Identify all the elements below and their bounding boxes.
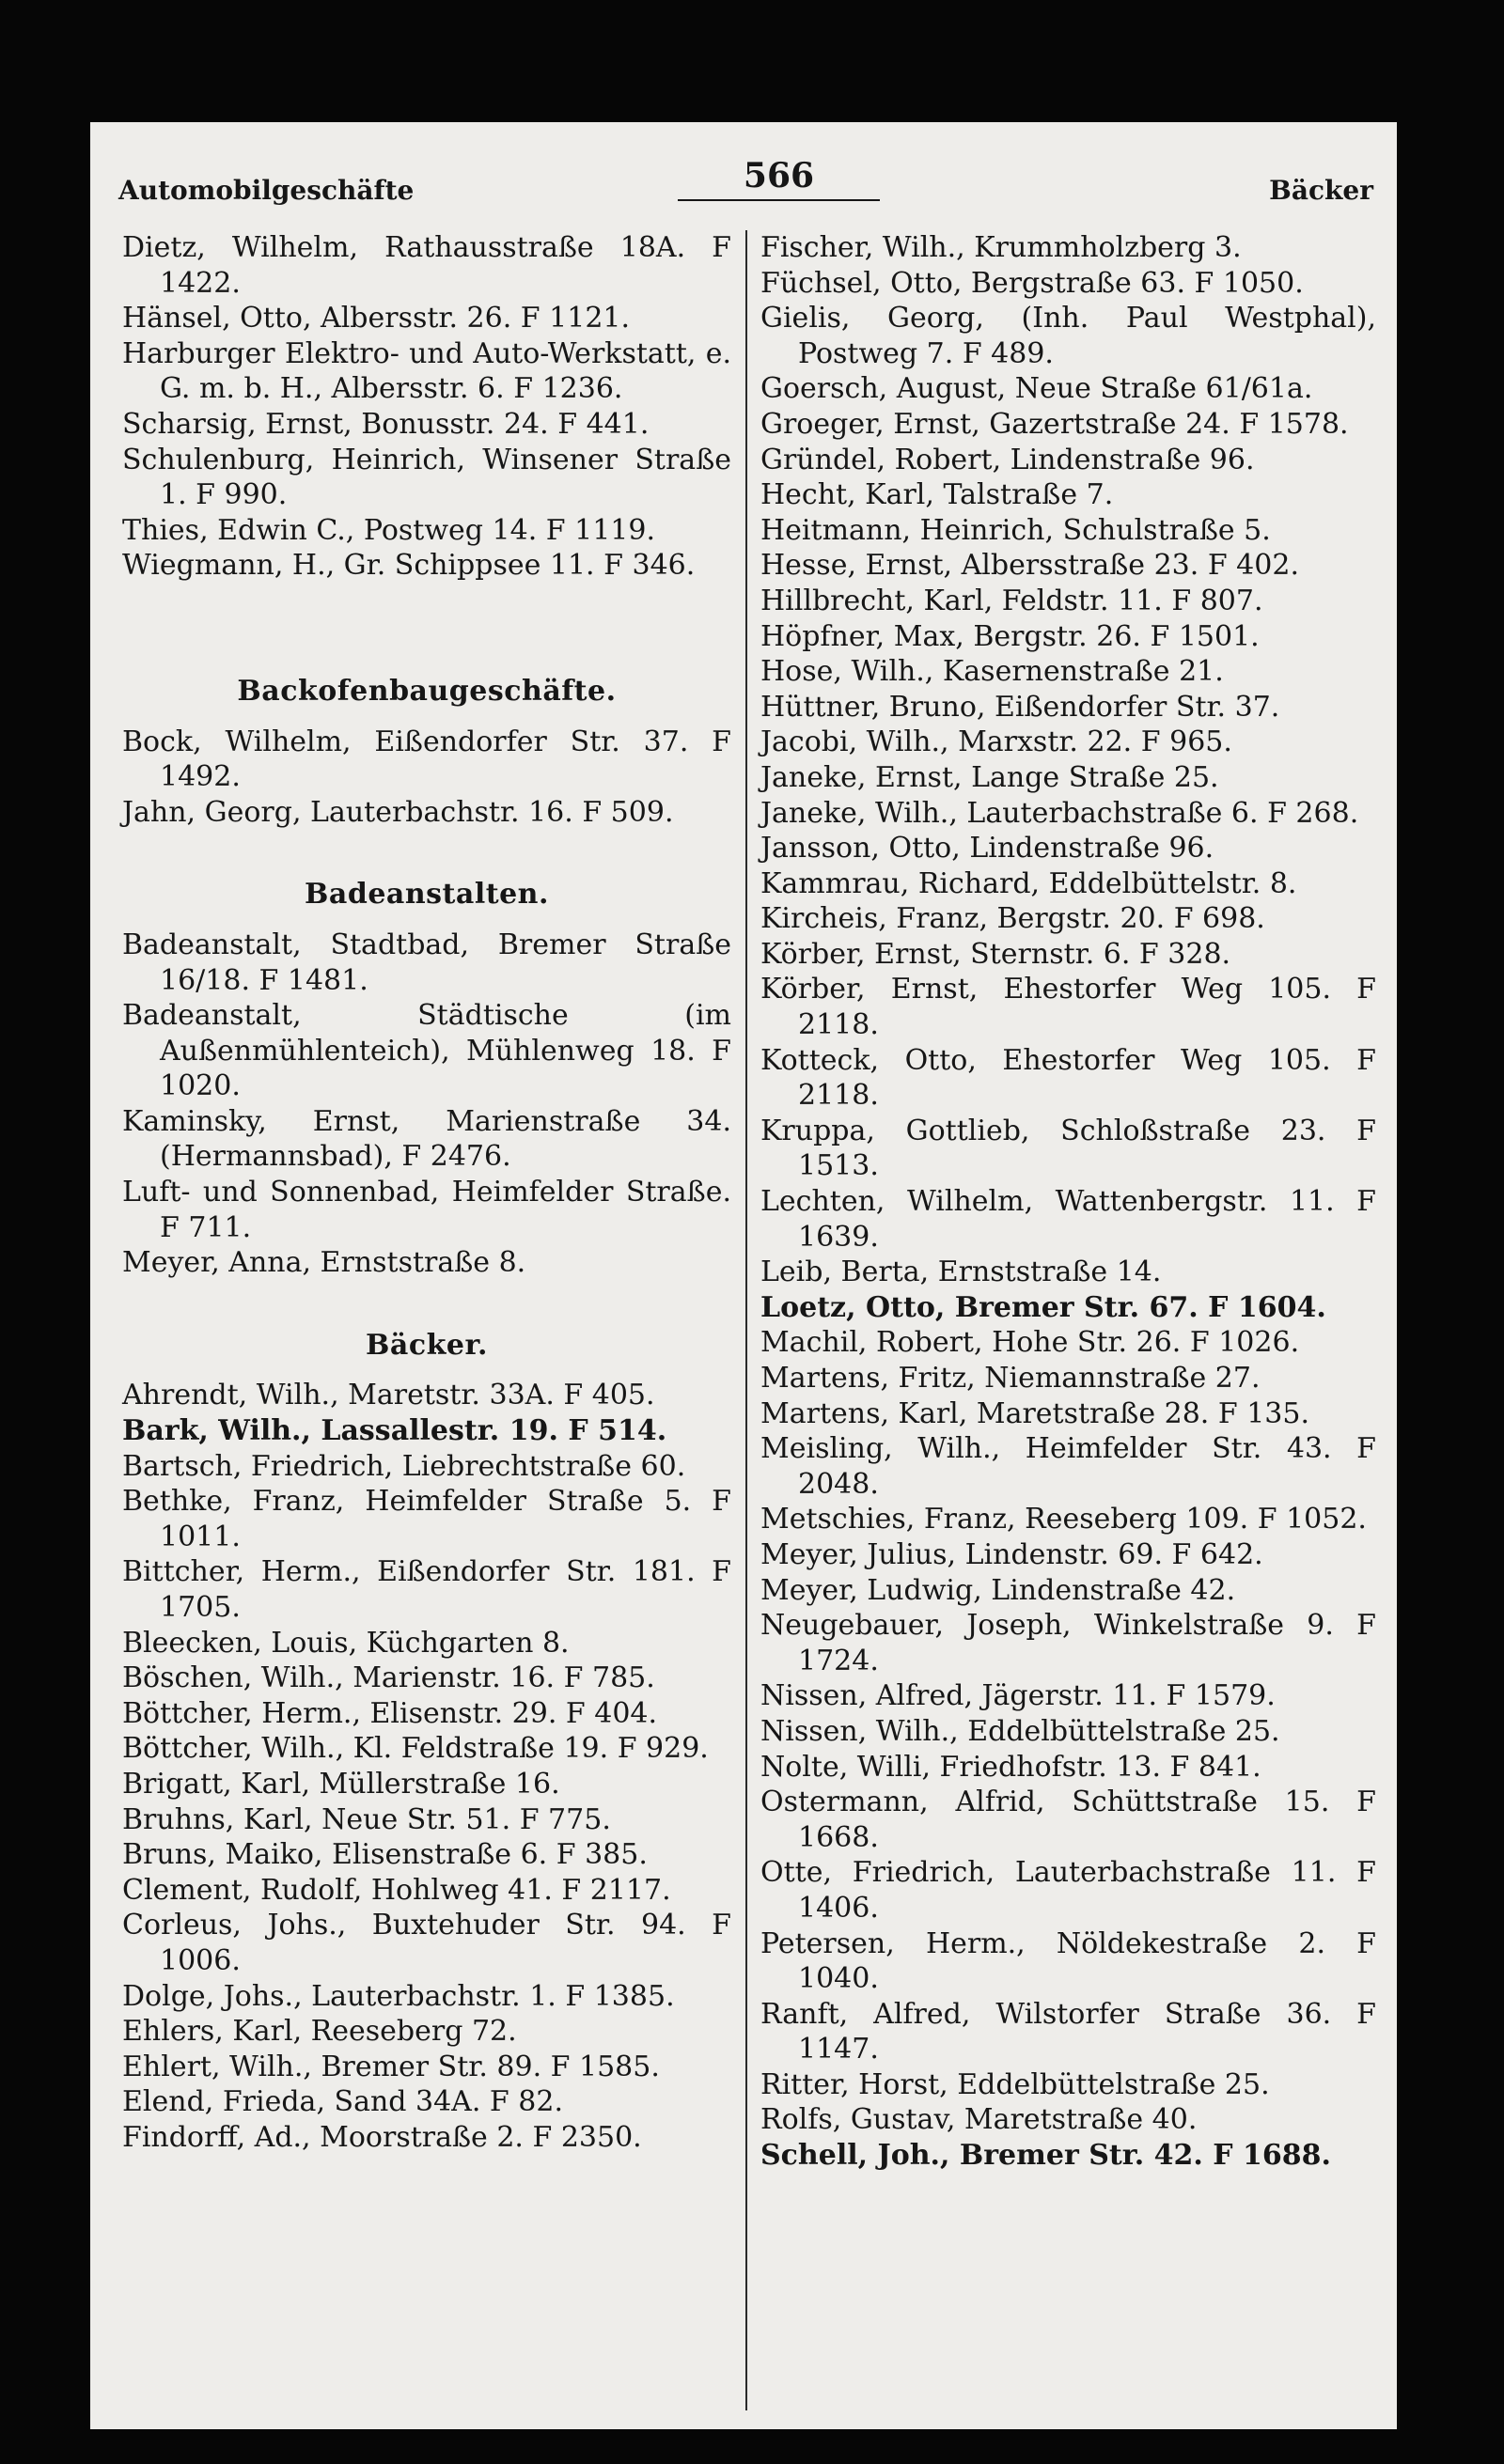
directory-entry: Nolte, Willi, Friedhofstr. 13. F 841. (760, 1750, 1261, 1784)
section-spacer (122, 912, 731, 928)
directory-entry: Ranft, Alfred, Wilstorfer Straße 36. F 1147. (760, 1997, 1376, 2066)
directory-entry: Janeke, Ernst, Lange Straße 25. (760, 760, 1219, 794)
directory-entry: Böttcher, Wilh., Kl. Feldstraße 19. F 929. (122, 1732, 709, 1766)
running-head-right: Bäcker (1269, 175, 1373, 206)
directory-entry: Rolfs, Gustav, Maretstraße 40. (760, 2103, 1198, 2137)
directory-entry: Elend, Frieda, Sand 34A. F 82. (122, 2085, 563, 2119)
directory-entry: Füchsel, Otto, Bergstraße 63. F 1050. (760, 266, 1304, 300)
directory-entry: Findorff, Ad., Moorstraße 2. F 2350. (122, 2120, 642, 2154)
directory-entry: Metschies, Franz, Reeseberg 109. F 1052. (760, 1503, 1367, 1536)
directory-entry: Jahn, Georg, Lauterbachstr. 16. F 509. (122, 795, 674, 829)
directory-entry: Machil, Robert, Hohe Str. 26. F 1026. (760, 1326, 1300, 1360)
directory-entry: Badeanstalt, Stadtbad, Bremer Straße 16/18. F 1481. (122, 928, 731, 997)
directory-entry: Hänsel, Otto, Albersstr. 26. F 1121. (122, 302, 631, 335)
directory-entry: Leib, Berta, Ernststraße 14. (760, 1255, 1162, 1289)
directory-entry: Kammrau, Richard, Eddelbüttelstr. 8. (760, 866, 1297, 900)
running-head-left: Automobilgeschäfte (118, 175, 415, 206)
directory-entry: Groeger, Ernst, Gazertstraße 24. F 1578. (760, 407, 1349, 441)
directory-entry: Martens, Fritz, Niemannstraße 27. (760, 1362, 1261, 1395)
directory-entry: Nissen, Wilh., Eddelbüttelstraße 25. (760, 1714, 1280, 1748)
directory-entry: Bock, Wilhelm, Eißendorfer Str. 37. F 1492. (122, 725, 731, 794)
directory-entry: Höpfner, Max, Bergstr. 26. F 1501. (760, 619, 1260, 653)
directory-entry: Janeke, Wilh., Lauterbachstraße 6. F 268. (760, 796, 1359, 830)
directory-entry: Ritter, Horst, Eddelbüttelstraße 25. (760, 2067, 1270, 2101)
directory-entry: Otte, Friedrich, Lauterbachstraße 11. F 1406. (760, 1856, 1376, 1925)
directory-entry: Meyer, Anna, Ernststraße 8. (122, 1246, 526, 1280)
directory-entry: Lechten, Wilhelm, Wattenbergstr. 11. F 1639. (760, 1185, 1376, 1254)
directory-entry: Kotteck, Otto, Ehestorfer Weg 105. F 2118. (760, 1043, 1376, 1113)
backofen-section (122, 725, 731, 831)
section-spacer (122, 1363, 731, 1378)
directory-entry: Thies, Edwin C., Postweg 14. F 1119. (122, 513, 656, 547)
directory-page (90, 122, 1397, 2429)
directory-entry: Schulenburg, Heinrich, Winsener Straße 1. F 990. (122, 443, 731, 512)
directory-entry: Bruhns, Karl, Neue Str. 51. F 775. (122, 1802, 611, 1836)
directory-entry: Heitmann, Heinrich, Schulstraße 5. (760, 513, 1271, 547)
directory-entry: Badeanstalt, Städtische (im Außenmühlenteich), Mühlenweg 18. F 1020. (122, 999, 731, 1103)
directory-entry: Neugebauer, Joseph, Winkelstraße 9. F 1724. (760, 1609, 1376, 1677)
directory-entry: Martens, Karl, Maretstraße 28. F 135. (760, 1396, 1310, 1430)
directory-entry: Körber, Ernst, Sternstr. 6. F 328. (760, 937, 1231, 971)
directory-entry: Meyer, Ludwig, Lindenstraße 42. (760, 1573, 1236, 1607)
directory-entry: Brigatt, Karl, Müllerstraße 16. (122, 1767, 560, 1801)
directory-entry: Schell, Joh., Bremer Str. 42. F 1688. (760, 2139, 1331, 2173)
directory-entry: Hesse, Ernst, Albersstraße 23. F 402. (760, 549, 1299, 583)
directory-entry: Ahrendt, Wilh., Maretstr. 33A. F 405. (122, 1379, 655, 1412)
running-head (118, 156, 1373, 212)
directory-entry: Hillbrecht, Karl, Feldstr. 11. F 807. (760, 584, 1263, 617)
directory-entry: Meisling, Wilh., Heimfelder Str. 43. F 2048. (760, 1432, 1376, 1501)
directory-entry: Bruns, Maiko, Elisenstraße 6. F 385. (122, 1838, 648, 1872)
section-spacer (122, 1281, 731, 1328)
directory-entry: Bittcher, Herm., Eißendorfer Str. 181. F 1705. (122, 1555, 731, 1624)
directory-entry: Gielis, Georg, (Inh. Paul Westphal), Postweg 7. F 489. (760, 302, 1376, 370)
section-heading-badeanstalten: Badeanstalten. (305, 878, 549, 912)
directory-entry: Petersen, Herm., Nöldekestraße 2. F 1040. (760, 1926, 1376, 1996)
directory-entry: Hose, Wilh., Kasernenstraße 21. (760, 655, 1224, 689)
directory-entry: Bleecken, Louis, Küchgarten 8. (122, 1626, 570, 1660)
directory-entry: Dietz, Wilhelm, Rathausstraße 18A. F 1422. (122, 231, 731, 300)
right-column (760, 230, 1376, 2174)
directory-entry: Hecht, Karl, Talstraße 7. (760, 478, 1114, 512)
directory-entry: Bethke, Franz, Heimfelder Straße 5. F 1011. (122, 1485, 731, 1553)
section-heading-baecker: Bäcker. (366, 1328, 488, 1362)
directory-entry: Wiegmann, H., Gr. Schippsee 11. F 346. (122, 549, 696, 583)
directory-entry: Meyer, Julius, Lindenstr. 69. F 642. (760, 1537, 1263, 1571)
left-column (122, 230, 731, 2156)
directory-entry: Böschen, Wilh., Marienstr. 16. F 785. (122, 1661, 655, 1695)
directory-entry: Jacobi, Wilh., Marxstr. 22. F 965. (760, 725, 1232, 759)
badeanstalten-section (122, 928, 731, 1281)
directory-entry: Corleus, Johs., Buxtehuder Str. 94. F 1006. (122, 1909, 731, 1977)
directory-entry: Körber, Ernst, Ehestorfer Weg 105. F 2118. (760, 973, 1376, 1042)
directory-entry: Böttcher, Herm., Elisenstr. 29. F 404. (122, 1696, 658, 1730)
directory-entry: Ostermann, Alfrid, Schüttstraße 15. F 1668. (760, 1786, 1376, 1854)
directory-entry: Bark, Wilh., Lassallestr. 19. F 514. (122, 1414, 667, 1448)
directory-entry: Ehlers, Karl, Reeseberg 72. (122, 2015, 517, 2049)
directory-entry: Bartsch, Friedrich, Liebrechtstraße 60. (122, 1449, 686, 1483)
section-heading-backofen: Backofenbaugeschäfte. (237, 674, 617, 708)
column-divider (745, 230, 747, 2410)
directory-entry: Jansson, Otto, Lindenstraße 96. (760, 832, 1214, 866)
directory-entry: Kruppa, Gottlieb, Schloßstraße 23. F 1513. (760, 1114, 1376, 1183)
directory-entry: Scharsig, Ernst, Bonusstr. 24. F 441. (122, 407, 650, 441)
page-number: 566 (678, 156, 880, 201)
directory-entry: Harburger Elektro- und Auto-Werkstatt, e. G. m. b. H., Albersstr. 6. F 1236. (122, 336, 731, 406)
directory-entry: Clement, Rudolf, Hohlweg 41. F 2117. (122, 1873, 671, 1907)
directory-entry: Luft- und Sonnenbad, Heimfelder Straße. F 711. (122, 1176, 731, 1244)
directory-entry: Kircheis, Franz, Bergstr. 20. F 698. (760, 902, 1265, 936)
section-spacer (122, 584, 731, 674)
baecker-section-left (122, 1378, 731, 2155)
directory-entry: Dolge, Johs., Lauterbachstr. 1. F 1385. (122, 1979, 675, 2013)
directory-entry: Loetz, Otto, Bremer Str. 67. F 1604. (760, 1290, 1326, 1324)
directory-entry: Nissen, Alfred, Jägerstr. 11. F 1579. (760, 1679, 1276, 1713)
directory-entry: Ehlert, Wilh., Bremer Str. 89. F 1585. (122, 2050, 660, 2083)
directory-entry: Fischer, Wilh., Krummholzberg 3. (760, 231, 1242, 264)
section-spacer (122, 830, 731, 877)
directory-entry: Goersch, August, Neue Straße 61/61a. (760, 372, 1313, 406)
baecker-section-right (760, 230, 1376, 2174)
directory-entry: Hüttner, Bruno, Eißendorfer Str. 37. (760, 690, 1280, 724)
section-spacer (122, 710, 731, 725)
directory-entry: Gründel, Robert, Lindenstraße 96. (760, 443, 1255, 476)
directory-entry: Kaminsky, Ernst, Marienstraße 34. (Hermannsbad), F 2476. (122, 1104, 731, 1174)
automobile-section (122, 230, 731, 584)
